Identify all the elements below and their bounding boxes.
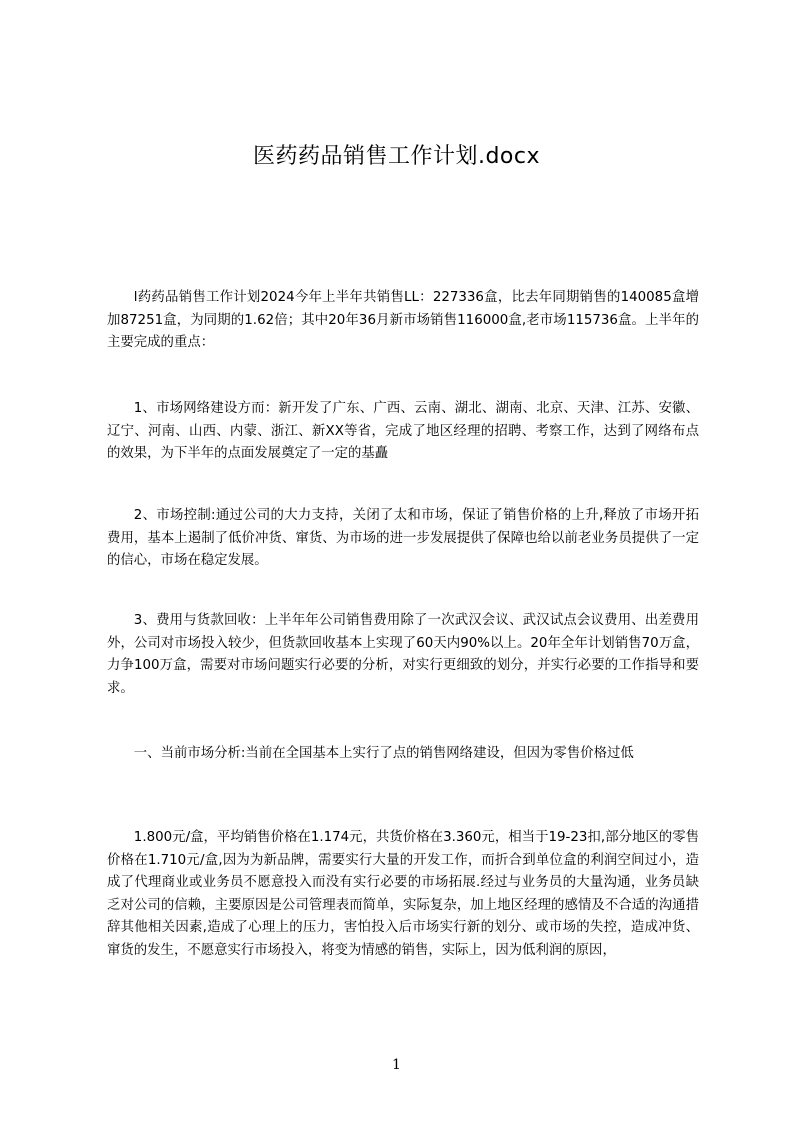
document-title: 医药药品销售工作计划.docx: [252, 144, 541, 169]
paragraph-pricing-details: 1.800元/盒，平均销售价格在1.174元，共货价格在3.360元，相当于19-23扣,部分地区的零售价格在1.710元/盒,因为为新品牌，需要实行大量的开发工作，而折合到单位盒的利润空间过小，造成了代理商业或业务员不愿意投入而没有实行必要的市场拓展.经过与业务员的大量沟通，业务员缺乏对公司的信赖，主要原因是公司管理表而简单，实际复杂，加上地区经理的感情及不合适的沟通措辞其他相关因素,造成了心理上的压力，害怕投入后市场实行新的划分、或市场的失控，造成冲货、窜货的发生，不愿意实行市场投入，将变为情感的销售，实际上，因为低利润的原因，: [107, 830, 699, 958]
paragraph-market-analysis: 一、当前市场分析:当前在全国基本上实行了点的销售网络建设，但因为零售价格过低: [133, 746, 634, 761]
paragraph-market-control: 2、市场控制:通过公司的大力支持，关闭了太和市场，保证了销售价格的上升,释放了市场开拓费用，基本上遏制了低价冲货、窜货、为市场的进一步发展提供了保障也给以前老业务员提供了一定的信心，市场在稳定发展。: [107, 508, 699, 569]
paragraph-market-network: 1、市场网络建设方而：新开发了广东、广西、云南、湖北、湖南、北京、天津、江苏、安徽、辽宁、河南、山西、内蒙、浙江、新XX等省，完成了地区经理的招聘、考察工作，达到了网络布点的效果，为下半年的点面发展奠定了一定的基矗: [107, 401, 699, 462]
paragraph-costs-collection: 3、费用与货款回收：上半年年公司销售费用除了一次武汉会议、武汉试点会议费用、出差费用外，公司对市场投入较少，但货款回收基本上实现了60天内90%以上。20年全年计划销售70万盒，力争100万盒，需要对市场问题实行必要的分析，对实行更细致的划分，并实行必要的工作指导和要求。: [107, 613, 699, 696]
paragraph-sales-summary: l药药品销售工作计划2024今年上半年共销售LL：227336盒，比去年同期销售的140085盒增加87251盒，为同期的1.62倍；其中20年36月新市场销售116000盒,老市场115736盒。上半年的主要完成的重点：: [107, 290, 699, 351]
page-number: 1: [392, 1057, 401, 1073]
